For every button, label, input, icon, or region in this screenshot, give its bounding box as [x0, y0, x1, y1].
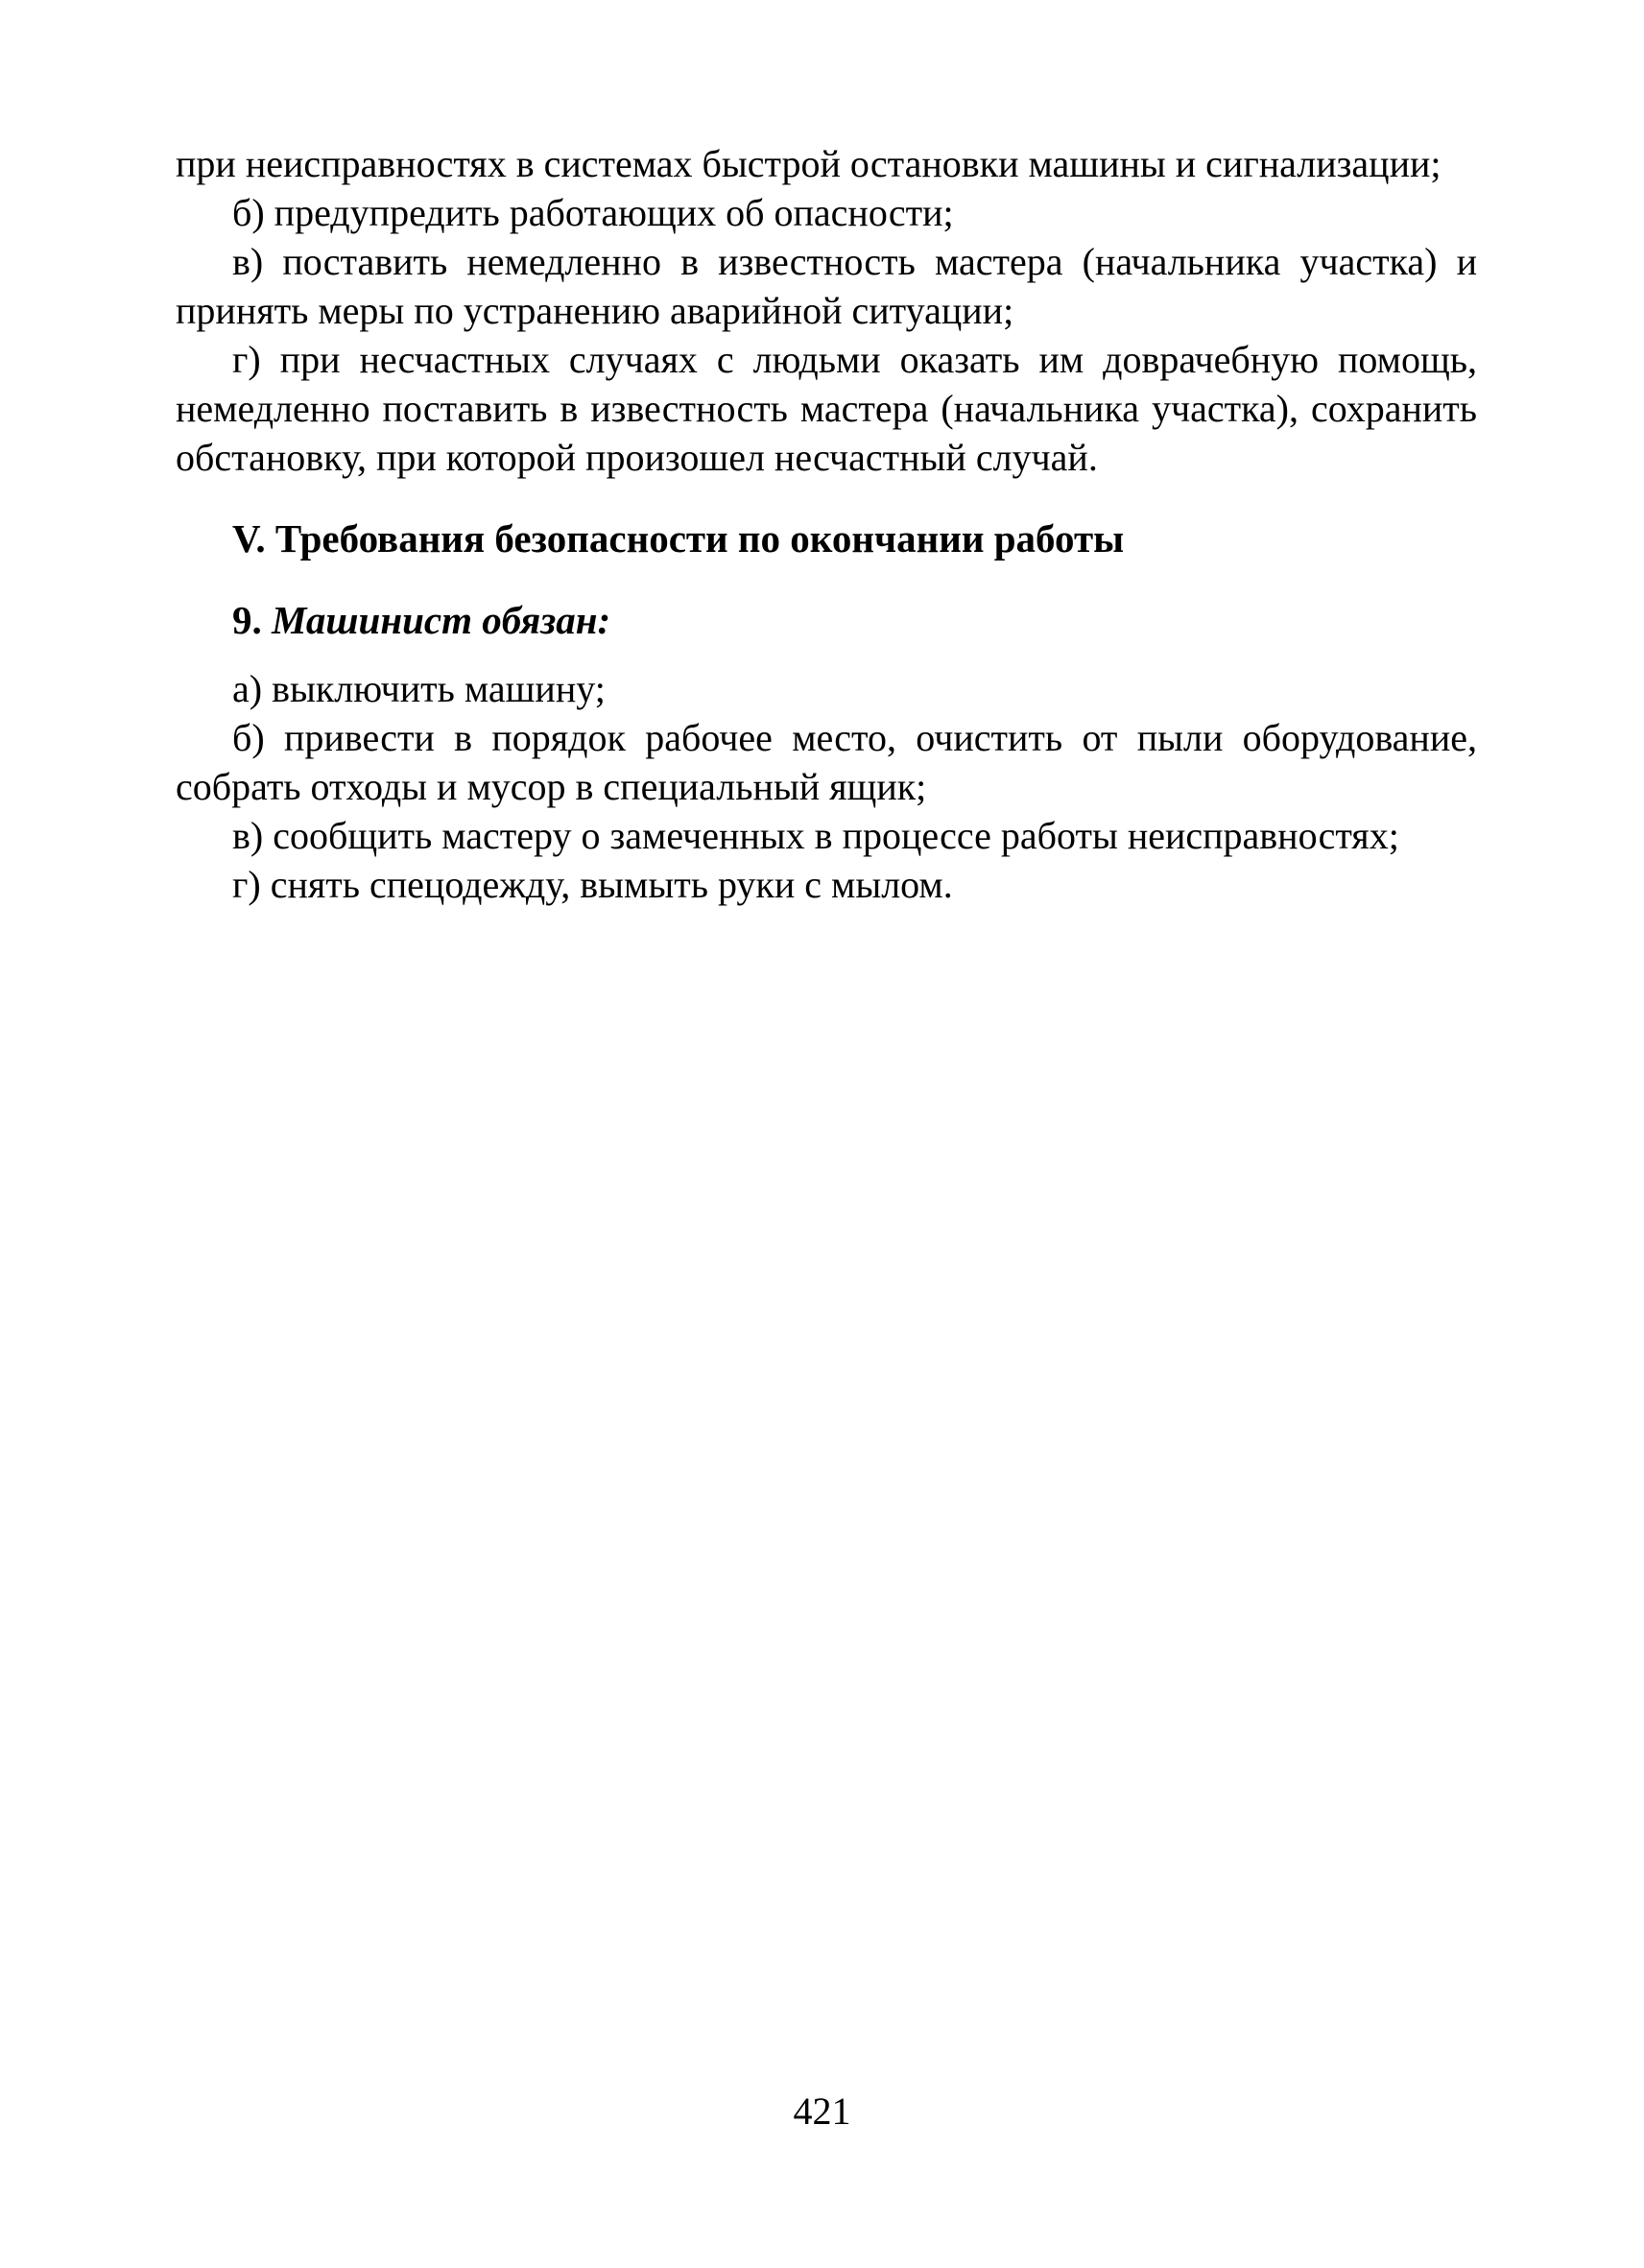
item-title: Машинист обязан:: [272, 598, 611, 642]
item-number: 9.: [232, 598, 262, 642]
duty-item-g: г) снять спецодежду, вымыть руки с мылом.: [232, 863, 953, 906]
section-heading: V. Требования безопасности по окончании работы: [232, 516, 1125, 561]
page-number: 421: [793, 2089, 851, 2133]
item-heading: [176, 596, 1477, 645]
paragraph-continuation: при неисправностях в системах быстрой остановки машины и сигнализации;: [176, 142, 1441, 185]
paragraph-item-b: б) предупредить работающих об опасности;: [232, 191, 954, 234]
paragraph-item-v: в) поставить немедленно в известность мастера (начальника участка) и принять меры по устранению аварийной ситуации;: [176, 240, 1477, 332]
duty-item-v: в) сообщить мастеру о замеченных в процессе работы неисправностях;: [232, 814, 1399, 857]
duty-item-a: а) выключить машину;: [232, 667, 606, 710]
duty-item-b: б) привести в порядок рабочее место, очистить от пыли оборудование, собрать отходы и мусор в специальный ящик;: [176, 716, 1477, 808]
paragraph-item-g: г) при несчастных случаях с людьми оказать им доврачебную помощь, немедленно поставить в известность мастера (начальника участка), сохранить обстановку, при которой произошел несчастный случай.: [176, 338, 1477, 479]
page-body: [176, 139, 1477, 909]
